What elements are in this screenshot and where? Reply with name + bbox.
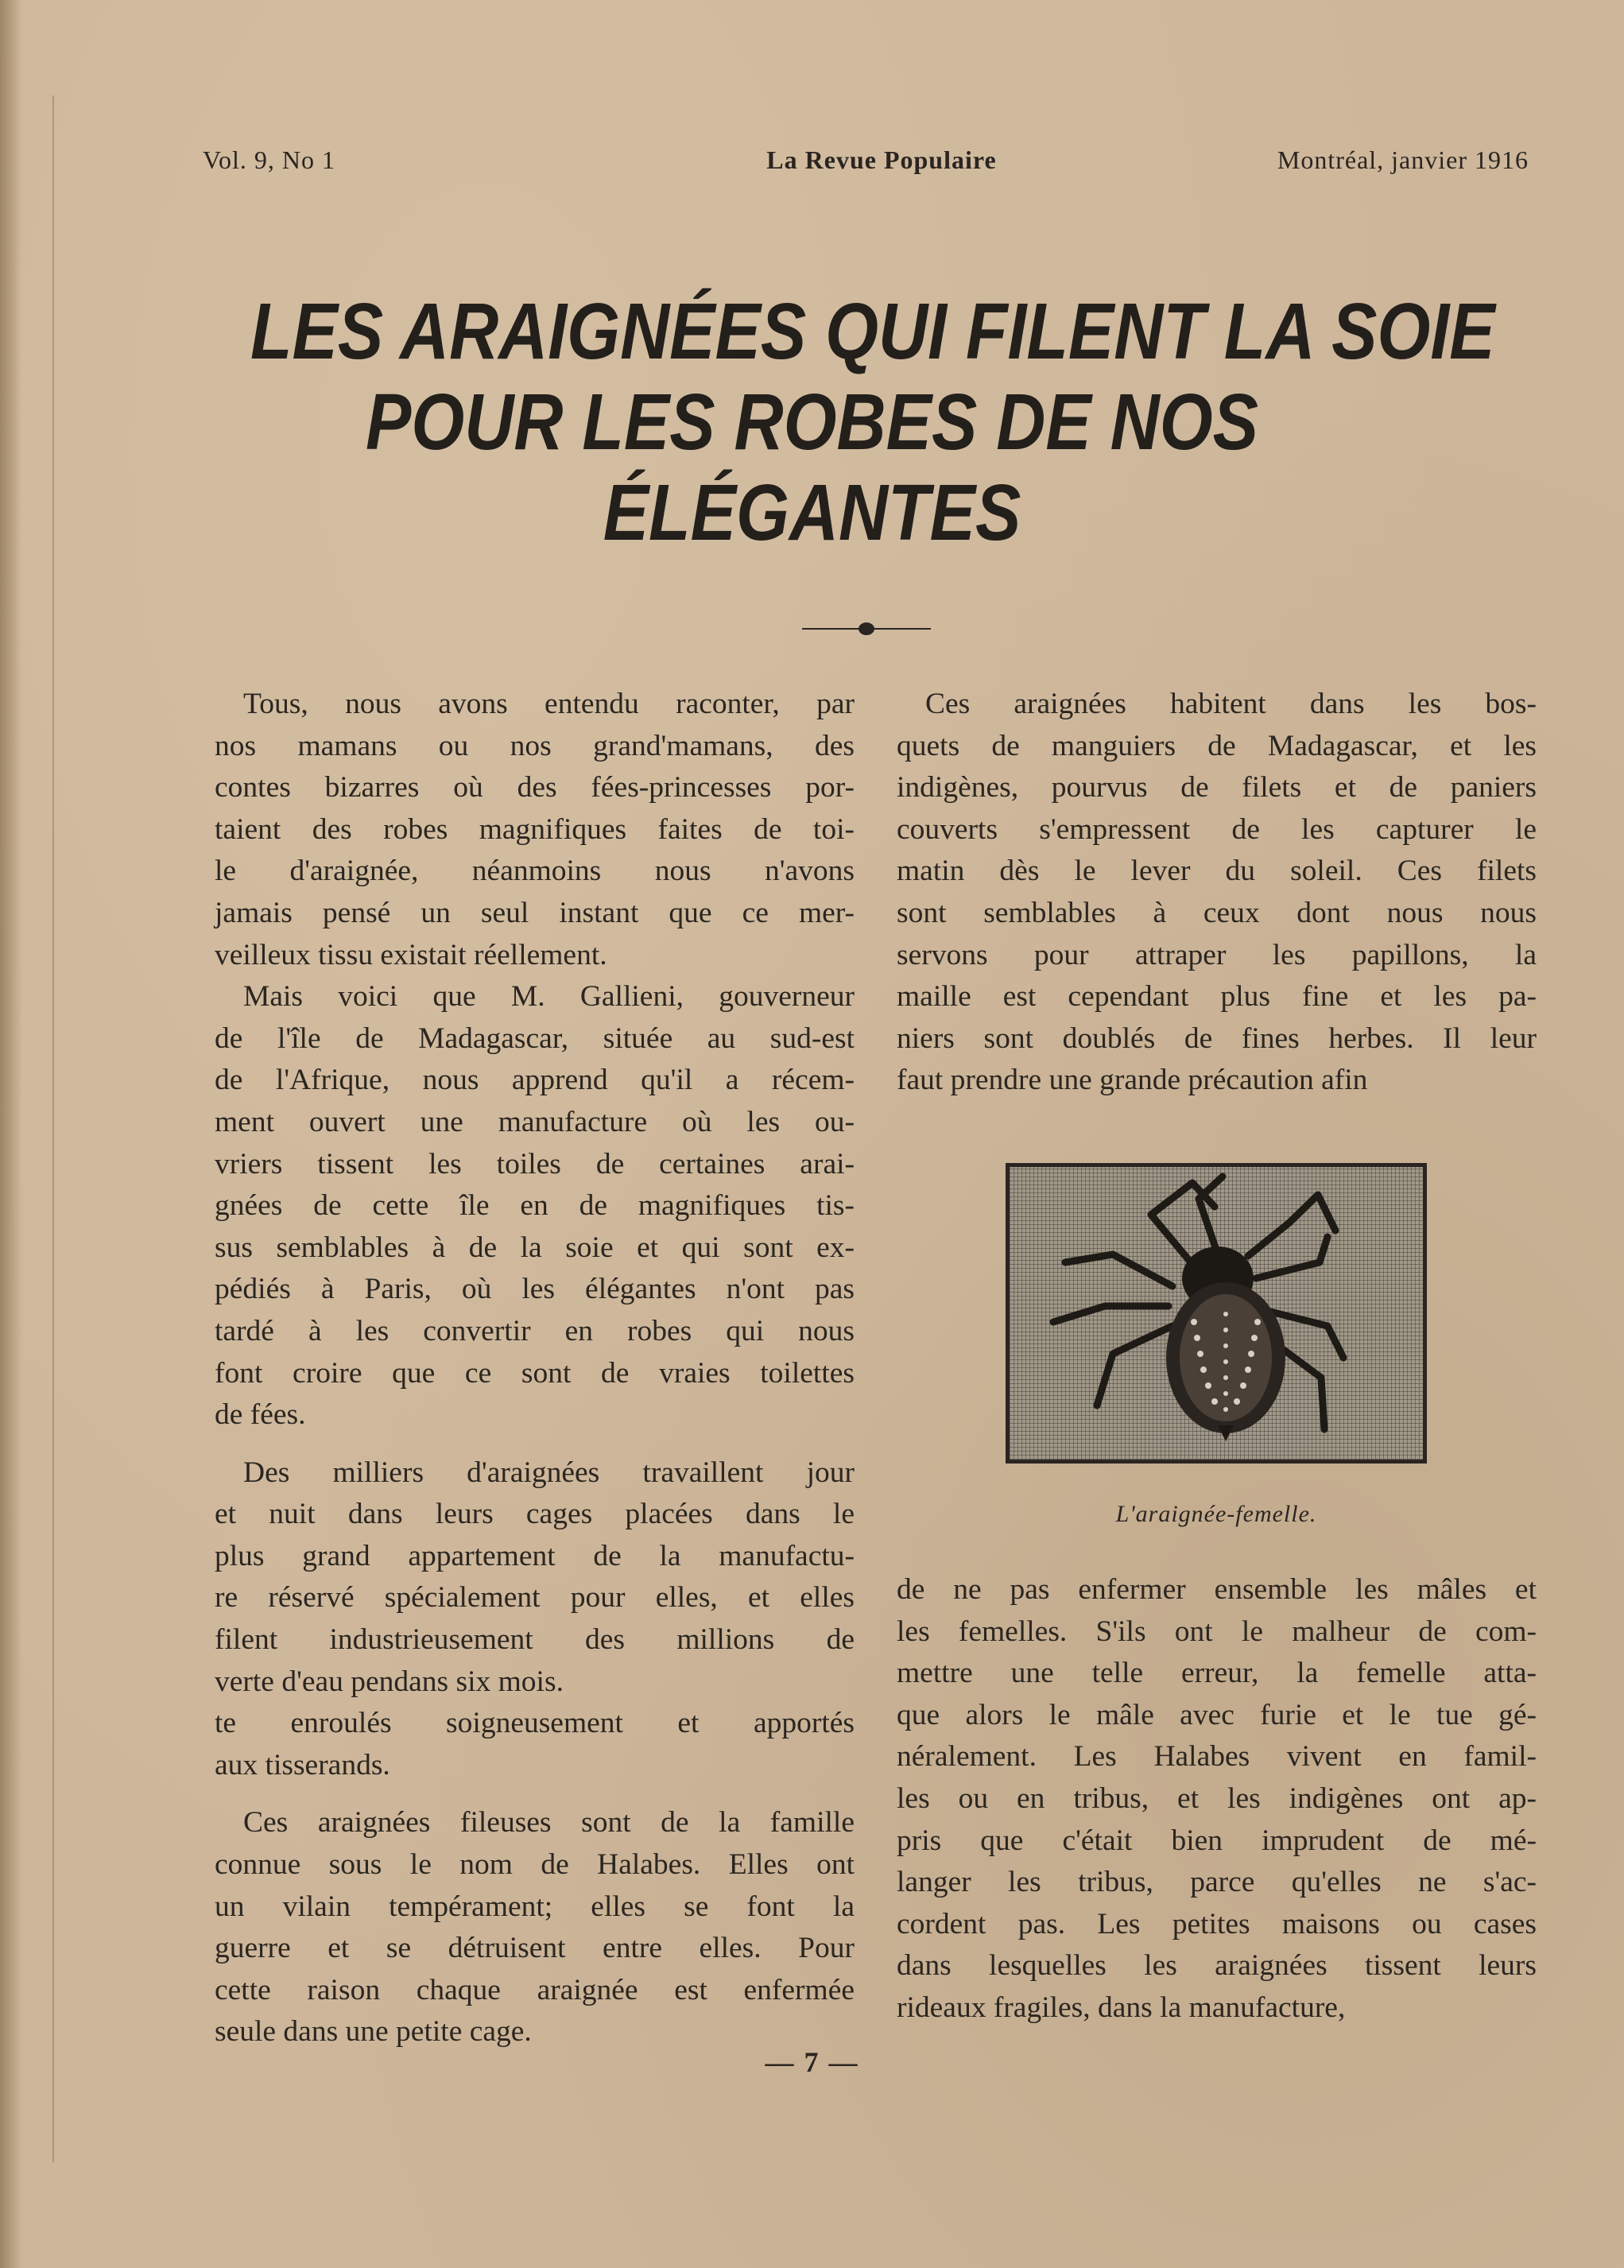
paragraph bbox=[215, 1802, 855, 2053]
text-line: maille est cependant plus fine et les pa- bbox=[897, 980, 1537, 1014]
text-line: sont semblables à ceux dont nous nous bbox=[897, 896, 1537, 929]
text-line: connue sous le nom de Halabes. Elles ont bbox=[215, 1848, 855, 1882]
header-publication: La Revue Populaire bbox=[766, 145, 997, 174]
paragraph bbox=[897, 684, 1537, 1102]
text-line: vriers tissent les toiles de certaines arai- bbox=[215, 1147, 855, 1181]
text-line: de l'Afrique, nous apprend qu'il a récem- bbox=[215, 1064, 855, 1097]
running-header bbox=[203, 145, 1529, 180]
header-volume: Vol. 9, No 1 bbox=[203, 145, 335, 174]
text-line: niers sont doublés de fines herbes. Il leur bbox=[897, 1022, 1537, 1055]
text-line: indigènes, pourvus de filets et de paniers bbox=[897, 771, 1537, 804]
text-line: Ces araignées habitent dans les bos- bbox=[925, 688, 1537, 720]
text-line: de l'île de Madagascar, située au sud-est bbox=[215, 1022, 855, 1055]
paragraph bbox=[215, 684, 855, 976]
text-line: nos mamans ou nos grand'mamans, des bbox=[215, 729, 855, 762]
page-fold-line bbox=[52, 95, 54, 2162]
title-line-3: ÉLÉGANTES bbox=[603, 468, 1021, 557]
text-line: couverts s'empressent de les capturer le bbox=[897, 812, 1537, 846]
text-line: font croire que ce sont de vraies toilettes bbox=[215, 1356, 855, 1390]
text-line: de fées. bbox=[215, 1398, 306, 1432]
spider-photo-icon bbox=[1006, 1163, 1427, 1464]
left-column bbox=[215, 684, 855, 2053]
text-line: taient des robes magnifiques faites de toi- bbox=[215, 812, 855, 846]
text-line: verte d'eau pendans six mois. bbox=[215, 1665, 564, 1698]
text-line: Des milliers d'araignées travaillent jour bbox=[243, 1456, 855, 1489]
text-line: plus grand appartement de la manufactu- bbox=[215, 1539, 855, 1572]
text-line: servons pour attraper les papillons, la bbox=[897, 938, 1537, 971]
article-title bbox=[250, 286, 1495, 558]
text-line: que alors le mâle avec furie et le tue gé- bbox=[897, 1698, 1537, 1731]
text-line: faut prendre une grande précaution afin bbox=[897, 1064, 1368, 1097]
text-line: quets de manguiers de Madagascar, et les bbox=[897, 729, 1537, 762]
ornament-rule-icon bbox=[799, 617, 934, 641]
text-line: les ou en tribus, et les indigènes ont ap- bbox=[897, 1781, 1537, 1815]
text-line: matin dès le lever du soleil. Ces filets bbox=[897, 855, 1537, 888]
text-line: néralement. Les Halabes vivent en famil- bbox=[897, 1740, 1537, 1774]
text-line: cette raison chaque araignée est enfermée bbox=[215, 1973, 855, 2006]
text-line: et nuit dans leurs cages placées dans le bbox=[215, 1498, 855, 1531]
text-line: jamais pensé un seul instant que ce mer- bbox=[215, 896, 855, 929]
page-number: — 7 — bbox=[765, 2046, 859, 2078]
text-line: pris que c'était bien imprudent de mé- bbox=[897, 1824, 1537, 1857]
text-line: dans lesquelles les araignées tissent leurs bbox=[897, 1949, 1537, 1983]
paragraph bbox=[215, 976, 855, 1436]
text-line: mettre une telle erreur, la femelle atta- bbox=[897, 1657, 1537, 1690]
text-line: de ne pas enfermer ensemble les mâles et bbox=[897, 1573, 1537, 1606]
text-line: rideaux fragiles, dans la manufacture, bbox=[897, 1991, 1346, 2024]
paragraph bbox=[897, 1569, 1537, 2030]
text-line: te enroulés soigneusement et apportés bbox=[215, 1707, 855, 1740]
title-line-2: POUR LES ROBES DE NOS bbox=[366, 378, 1258, 467]
right-column-top bbox=[897, 684, 1537, 1102]
right-column-bottom bbox=[897, 1569, 1537, 2030]
figure-caption: L'araignée-femelle. bbox=[1115, 1501, 1317, 1527]
text-line: langer les tribus, parce qu'elles ne s'ac- bbox=[897, 1866, 1537, 1899]
text-line: sus semblables à de la soie et qui sont ex- bbox=[215, 1231, 855, 1264]
text-line: pédiés à Paris, où les élégantes n'ont pas bbox=[215, 1273, 855, 1306]
page-edge-shadow bbox=[0, 0, 22, 2268]
text-line: re réservé spécialement pour elles, et elles bbox=[215, 1581, 855, 1615]
text-line: tardé à les convertir en robes qui nous bbox=[215, 1314, 855, 1347]
text-line: veilleux tissu existait réellement. bbox=[215, 938, 607, 971]
title-line-1: LES ARAIGNÉES QUI FILENT LA SOIE bbox=[250, 287, 1495, 376]
text-line: guerre et se détruisent entre elles. Pour bbox=[215, 1932, 855, 1965]
text-line: Tous, nous avons entendu raconter, par bbox=[243, 688, 855, 720]
text-line: cordent pas. Les petites maisons ou cases bbox=[897, 1907, 1537, 1940]
text-line: un vilain tempérament; elles se font la bbox=[215, 1890, 855, 1923]
text-line: le d'araignée, néanmoins nous n'avons bbox=[215, 855, 855, 888]
text-line: gnées de cette île en de magnifiques tis- bbox=[215, 1189, 855, 1223]
text-line: Ces araignées fileuses sont de la famille bbox=[243, 1806, 855, 1840]
text-line: les femelles. S'ils ont le malheur de com- bbox=[897, 1615, 1537, 1648]
text-line: filent industrieusement des millions de bbox=[215, 1623, 855, 1657]
text-line: ment ouvert une manufacture où les ou- bbox=[215, 1105, 855, 1138]
paragraph bbox=[215, 1703, 855, 1786]
text-line: seule dans une petite cage. bbox=[215, 2015, 532, 2049]
text-line: Mais voici que M. Gallieni, gouverneur bbox=[243, 980, 855, 1014]
paragraph bbox=[215, 1452, 855, 1704]
header-place-date: Montréal, janvier 1916 bbox=[1277, 145, 1529, 174]
text-line: aux tisserands. bbox=[215, 1748, 390, 1781]
text-line: contes bizarres où des fées-princesses por- bbox=[215, 771, 855, 804]
